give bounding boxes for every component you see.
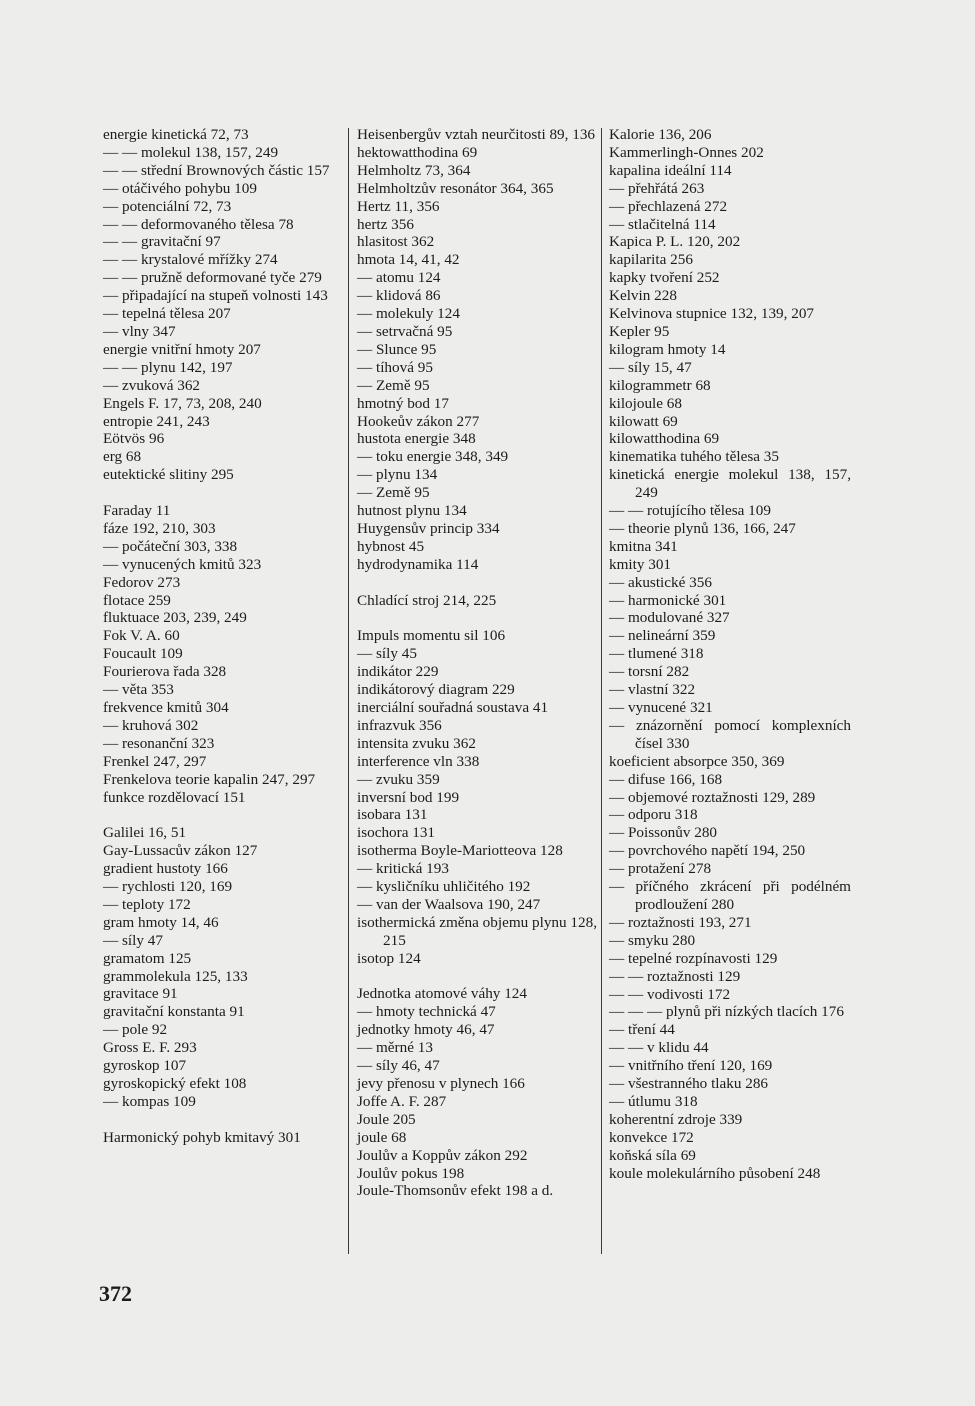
index-entry: Joule-Thomsonův efekt 198 a d.: [357, 1182, 554, 1200]
index-entry: — otáčivého pohybu 109: [103, 179, 257, 197]
index-entry: Fok V. A. 60: [103, 627, 180, 645]
index-entry: Helmholtzův resonátor 364, 365: [357, 179, 554, 197]
index-entry: — stlačitelná 114: [609, 215, 716, 233]
index-entry: erg 68: [103, 448, 142, 466]
index-entry: Kalorie 136, 206: [609, 126, 712, 143]
index-entry: indikátor 229: [357, 663, 439, 681]
index-entry: — síly 46, 47: [357, 1057, 440, 1075]
index-entry: — vlny 347: [103, 322, 176, 340]
index-entry: koule molekulárního působení 248: [609, 1164, 821, 1182]
index-entry: isotop 124: [357, 949, 421, 967]
index-entry: — tepelná tělesa 207: [103, 305, 231, 323]
index-entry: — — vodivosti 172: [609, 985, 731, 1003]
index-entry: Joulův pokus 198: [357, 1164, 465, 1182]
index-entry: isotherma Boyle-Mariotteova 128: [357, 842, 563, 860]
index-entry: — akustické 356: [609, 573, 712, 591]
section-gap: [357, 968, 597, 986]
index-entry: hlasitost 362: [357, 233, 435, 251]
index-entry: — harmonické 301: [609, 591, 727, 609]
index-column-1: [103, 126, 343, 1147]
index-entry: — toku energie 348, 349: [357, 448, 509, 466]
index-entry: gram hmoty 14, 46: [103, 913, 219, 931]
index-entry: Joffe A. F. 287: [357, 1092, 447, 1110]
index-entry: jednotky hmoty 46, 47: [357, 1021, 495, 1039]
index-entry: — vynucených kmitů 323: [103, 555, 262, 573]
index-entry: Harmonický pohyb kmitavý 301: [103, 1128, 301, 1146]
page-number: 372: [99, 1281, 132, 1306]
index-entry: Frenkelova teorie kapalin 247, 297: [103, 770, 316, 788]
index-entry: kapilarita 256: [609, 251, 693, 269]
index-entry: infrazvuk 356: [357, 716, 442, 734]
index-entry: — znázornění pomocí komplexních čísel 330: [609, 716, 851, 752]
index-entry: — atomu 124: [357, 269, 441, 287]
index-entry: kapky tvoření 252: [609, 269, 720, 287]
index-entry: — smyku 280: [609, 931, 696, 949]
index-entry: — klidová 86: [357, 287, 441, 305]
index-entry: Engels F. 17, 73, 208, 240: [103, 394, 262, 412]
index-entry: — připadající na stupeň volnosti 143: [103, 287, 328, 305]
index-entry: — — plynu 142, 197: [103, 358, 233, 376]
index-entry: — věta 353: [103, 681, 174, 699]
index-entry: — počáteční 303, 338: [103, 537, 238, 555]
index-entry: — vnitřního tření 120, 169: [609, 1057, 773, 1075]
index-entry: kilogram hmoty 14: [609, 340, 726, 358]
index-entry: kilogrammetr 68: [609, 376, 711, 394]
index-entry: — Země 95: [357, 376, 430, 394]
index-entry: — roztažnosti 193, 271: [609, 913, 752, 931]
index-entry: Faraday 11: [103, 502, 171, 520]
index-entry: — vlastní 322: [609, 681, 696, 699]
index-entry: kilowatt 69: [609, 412, 678, 430]
index-entry: — odporu 318: [609, 806, 698, 824]
index-entry: — — roztažnosti 129: [609, 967, 741, 985]
index-entry: — torsní 282: [609, 663, 690, 681]
index-entry: — resonanční 323: [103, 734, 215, 752]
index-entry: Galilei 16, 51: [103, 824, 187, 842]
index-entry: hektowatthodina 69: [357, 143, 478, 161]
column-divider: [601, 128, 602, 1254]
section-gap: [103, 1111, 343, 1129]
index-entry: — kompas 109: [103, 1092, 196, 1110]
index-entry: — — pružně deformované tyče 279: [103, 269, 322, 287]
index-entry: frekvence kmitů 304: [103, 698, 229, 716]
index-entry: hutnost plynu 134: [357, 502, 467, 520]
index-entry: — tlumené 318: [609, 645, 704, 663]
index-entry: — povrchového napětí 194, 250: [609, 842, 806, 860]
index-entry: — síly 45: [357, 645, 417, 663]
index-entry: — — rotujícího tělesa 109: [609, 502, 771, 520]
index-entry: — vynucené 321: [609, 699, 713, 716]
index-entry: — zvuku 359: [357, 770, 440, 788]
index-entry: inversní bod 199: [357, 788, 460, 806]
index-entry: kinetická energie molekul 138, 157, 249: [609, 466, 851, 502]
index-entry: Kepler 95: [609, 322, 670, 340]
index-entry: isothermická změna objemu plynu 128, 215: [357, 913, 597, 949]
index-entry: — tření 44: [609, 1021, 675, 1039]
index-entry: Joulův a Koppův zákon 292: [357, 1146, 528, 1164]
index-entry: — kruhová 302: [103, 716, 199, 734]
section-gap: [103, 484, 343, 502]
index-entry: interference vln 338: [357, 752, 480, 770]
index-entry: — kysličníku uhličitého 192: [357, 878, 531, 896]
index-entry: Chladící stroj 214, 225: [357, 591, 497, 609]
index-entry: grammolekula 125, 133: [103, 967, 248, 985]
index-entry: funkce rozdělovací 151: [103, 788, 246, 806]
index-entry: koňská síla 69: [609, 1146, 696, 1164]
index-entry: — — krystalové mřížky 274: [103, 251, 278, 269]
index-entry: Fourierova řada 328: [103, 663, 227, 681]
index-entry: — objemové roztažnosti 129, 289: [609, 788, 816, 806]
index-entry: — molekuly 124: [357, 305, 460, 323]
index-entry: Gross E. F. 293: [103, 1039, 197, 1057]
index-entry: — — střední Brownových částic 157: [103, 161, 330, 179]
index-entry: hmota 14, 41, 42: [357, 251, 460, 269]
index-entry: konvekce 172: [609, 1128, 694, 1146]
index-entry: — protažení 278: [609, 860, 712, 878]
index-entry: isochora 131: [357, 824, 436, 842]
index-entry: energie vnitřní hmoty 207: [103, 340, 261, 358]
index-entry: — Poissonův 280: [609, 824, 718, 842]
index-entry: gyroskopický efekt 108: [103, 1075, 247, 1092]
index-entry: fáze 192, 210, 303: [103, 519, 216, 537]
index-entry: koeficient absorpce 350, 369: [609, 752, 785, 770]
index-entry: Kelvinova stupnice 132, 139, 207: [609, 305, 815, 323]
index-entry: Kammerlingh-Onnes 202: [609, 143, 764, 161]
index-entry: Helmholtz 73, 364: [357, 161, 471, 179]
section-gap: [357, 574, 597, 592]
index-entry: kapalina ideální 114: [609, 161, 732, 179]
column-divider: [348, 128, 349, 1254]
index-entry: — přehřátá 263: [609, 179, 705, 197]
index-entry: koherentní zdroje 339: [609, 1110, 743, 1128]
index-entry: kmitna 341: [609, 537, 678, 555]
section-gap: [357, 609, 597, 627]
index-entry: indikátorový diagram 229: [357, 681, 515, 699]
index-entry: — setrvačná 95: [357, 322, 453, 340]
index-entry: — — — plynů při nízkých tlacích 176: [609, 1003, 844, 1021]
index-entry: — theorie plynů 136, 166, 247: [609, 519, 796, 537]
index-entry: kilojoule 68: [609, 394, 682, 412]
index-entry: Kapica P. L. 120, 202: [609, 233, 741, 251]
index-entry: Heisenbergův vztah neurčitosti 89, 136: [357, 126, 596, 143]
index-entry: inerciální souřadná soustava 41: [357, 698, 549, 716]
index-column-2: [357, 126, 597, 1200]
index-entry: Frenkel 247, 297: [103, 752, 207, 770]
index-entry: — — molekul 138, 157, 249: [103, 143, 279, 161]
index-entry: Impuls momentu sil 106: [357, 627, 506, 645]
index-entry: gravitace 91: [103, 985, 178, 1003]
index-entry: — Země 95: [357, 484, 430, 502]
index-entry: — potenciální 72, 73: [103, 197, 232, 215]
index-entry: fluktuace 203, 239, 249: [103, 609, 247, 627]
index-column-3: [609, 126, 851, 1182]
index-entry: — Slunce 95: [357, 340, 437, 358]
section-gap: [103, 806, 343, 824]
index-entry: — difuse 166, 168: [609, 770, 723, 788]
index-entry: Fedorov 273: [103, 573, 181, 591]
index-entry: Hertz 11, 356: [357, 197, 440, 215]
index-entry: — — gravitační 97: [103, 233, 221, 251]
index-entry: — síly 47: [103, 931, 163, 949]
index-entry: — modulované 327: [609, 609, 730, 627]
index-entry: — — v klidu 44: [609, 1039, 709, 1057]
index-entry: joule 68: [357, 1128, 407, 1146]
index-entry: — útlumu 318: [609, 1092, 698, 1110]
index-entry: — pole 92: [103, 1021, 168, 1039]
index-entry: Foucault 109: [103, 645, 183, 663]
index-entry: entropie 241, 243: [103, 412, 210, 430]
index-entry: Kelvin 228: [609, 287, 677, 305]
index-entry: hybnost 45: [357, 537, 425, 555]
index-entry: gravitační konstanta 91: [103, 1003, 245, 1021]
index-entry: — měrné 13: [357, 1039, 433, 1057]
index-entry: Hookeův zákon 277: [357, 412, 480, 430]
index-entry: kilowatthodina 69: [609, 430, 720, 448]
index-entry: flotace 259: [103, 591, 171, 609]
index-entry: gradient hustoty 166: [103, 860, 228, 878]
index-entry: — síly 15, 47: [609, 358, 692, 376]
index-entry: Joule 205: [357, 1110, 416, 1128]
index-entry: — kritická 193: [357, 860, 449, 878]
index-entry: — všestranného tlaku 286: [609, 1075, 769, 1093]
index-entry: hertz 356: [357, 215, 414, 233]
index-entry: — nelineární 359: [609, 627, 716, 645]
index-entry: — rychlosti 120, 169: [103, 878, 233, 896]
index-entry: gramatom 125: [103, 949, 192, 967]
index-entry: isobara 131: [357, 806, 428, 824]
index-entry: — zvuková 362: [103, 376, 201, 394]
index-entry: kmity 301: [609, 555, 672, 573]
index-entry: kinematika tuhého tělesa 35: [609, 448, 779, 466]
index-entry: hydrodynamika 114: [357, 555, 479, 573]
index-entry: — teploty 172: [103, 895, 191, 913]
index-entry: — příčného zkrácení při podélném prodloužení 280: [609, 878, 851, 913]
index-entry: gyroskop 107: [103, 1057, 187, 1075]
index-entry: — plynu 134: [357, 466, 438, 484]
index-entry: Jednotka atomové váhy 124: [357, 985, 527, 1003]
index-entry: Gay-Lussacův zákon 127: [103, 842, 258, 860]
index-entry: — hmoty technická 47: [357, 1003, 496, 1021]
index-entry: — van der Waalsova 190, 247: [357, 895, 541, 913]
index-entry: Eötvös 96: [103, 430, 165, 448]
index-entry: — tíhová 95: [357, 358, 433, 376]
index-entry: energie kinetická 72, 73: [103, 126, 249, 143]
index-entry: — tepelné rozpínavosti 129: [609, 949, 778, 967]
index-entry: — přechlazená 272: [609, 197, 728, 215]
index-entry: intensita zvuku 362: [357, 734, 476, 752]
index-entry: jevy přenosu v plynech 166: [357, 1074, 525, 1092]
index-entry: hustota energie 348: [357, 430, 476, 448]
index-entry: hmotný bod 17: [357, 394, 449, 412]
index-entry: eutektické slitiny 295: [103, 466, 234, 484]
index-entry: — — deformovaného tělesa 78: [103, 215, 294, 233]
index-entry: Huygensův princip 334: [357, 519, 500, 537]
